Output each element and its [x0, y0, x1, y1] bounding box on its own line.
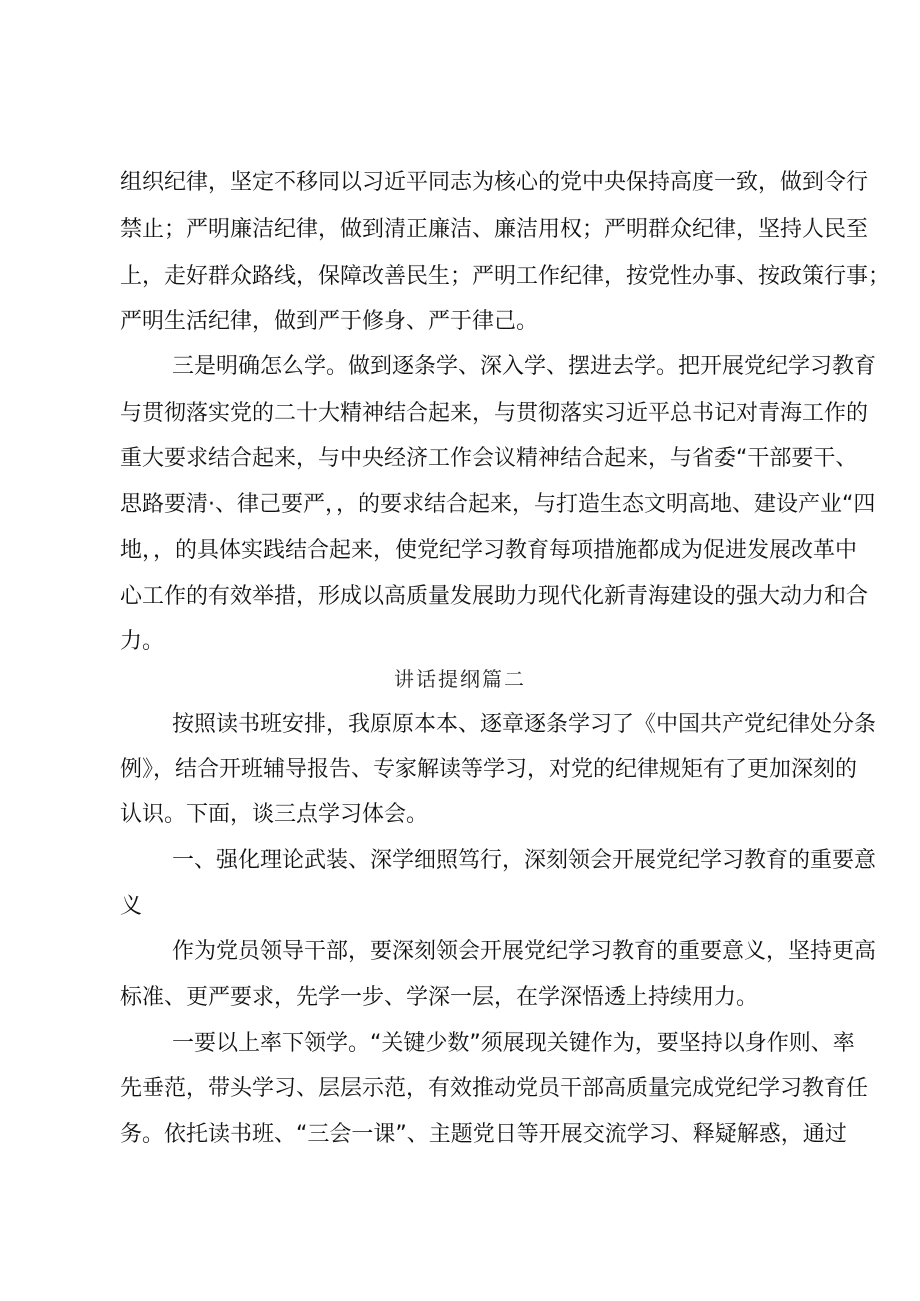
text-line: 标准、更严要求，先学一步、学深一层，在学深悟透上持续用力。: [120, 985, 759, 1010]
paragraph-start: 按照读书班安排，我原原本本、逐章逐条学习了《中国共产党纪律处分条: [172, 712, 877, 737]
text-line: 地，，的具体实践结合起来，使党纪学习教育每项措施都成为促进发展改革中: [120, 538, 858, 563]
text-line: 思路要清·、律己要严，，的要求结合起来，与打造生态文明高地、建设产业“四: [120, 492, 876, 517]
text-line: 力。: [120, 629, 165, 654]
section-heading: 讲话提纲篇二: [394, 667, 526, 691]
text-line: 务。依托读书班、“三会一课”、主题党日等开展交流学习、释疑解惑，通过: [120, 1122, 847, 1147]
text-line: 重大要求结合起来，与中央经济工作会议精神结合起来，与省委“干部要干、: [120, 446, 858, 471]
text-line: 心工作的有效举措，形成以高质量发展助力现代化新青海建设的强大动力和合: [120, 584, 869, 609]
text-line: 与贯彻落实党的二十大精神结合起来，与贯彻落实习近平总书记对青海工作的: [120, 401, 869, 426]
text-line: 严明生活纪律，做到严于修身、严于律己。: [120, 309, 539, 334]
text-line: 上，走好群众路线，保障改善民生；严明工作纪律，按党性办事、按政策行事；: [120, 264, 891, 289]
paragraph-start: 一要以上率下领学。“关键少数”须展现关键作为，要坚持以身作则、率: [172, 1031, 855, 1056]
text-line: 组织纪律，坚定不移同以习近平同志为核心的党中央保持高度一致，做到令行: [120, 170, 869, 195]
text-line: 例》，结合开班辅导报告、专家解读等学习，对党的纪律规矩有了更加深刻的: [120, 757, 858, 782]
paragraph-start: 一、强化理论武装、深学细照笃行，深刻领会开展党纪学习教育的重要意: [172, 848, 877, 873]
text-line: 义: [120, 894, 143, 919]
text-line: 禁止；严明廉洁纪律，做到清正廉洁、廉洁用权；严明群众纪律，坚持人民至: [120, 217, 869, 242]
paragraph-start: 作为党员领导干部，要深刻领会开展党纪学习教育的重要意义，坚持更高: [172, 939, 877, 964]
paragraph-start: 三是明确怎么学。做到逐条学、深入学、摆进去学。把开展党纪学习教育: [172, 354, 877, 379]
text-line: 先垂范，带头学习、层层示范，有效推动党员干部高质量完成党纪学习教育任: [120, 1076, 869, 1101]
text-line: 认识。下面，谈三点学习体会。: [120, 802, 429, 827]
